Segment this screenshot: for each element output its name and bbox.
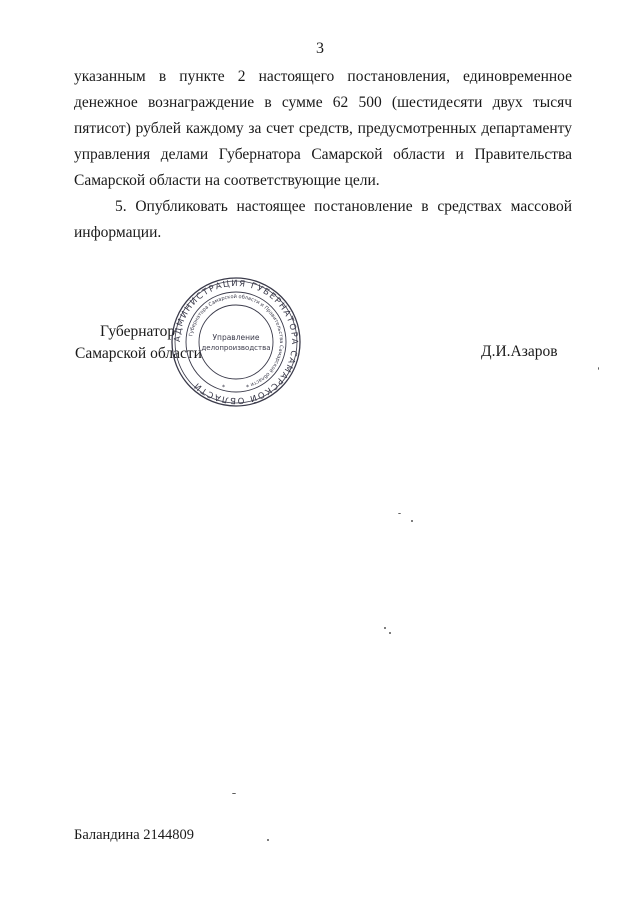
page-number: 3 (316, 40, 324, 57)
paragraph-item-5: 5. Опубликовать настоящее постановление в средствах массовой информации. (74, 198, 572, 241)
stamp-center-line2: делопроизводства (201, 344, 271, 352)
scan-speck (232, 793, 236, 794)
official-seal-stamp (170, 276, 302, 408)
scan-speck (267, 839, 269, 841)
paragraph-continuation: указанным в пункте 2 настоящего постановления, единовременное денежное вознаграждение в сумме 62 500 (шестидесяти двух тысяч пятисот) рублей каждому за счет средств, предусмотренных департаменту управления делами Губернатора Самарской области и Правительства Самарской области на соответствующие цели. (74, 68, 572, 189)
scan-speck (384, 627, 386, 629)
stamp-center-line1: Управление (212, 333, 260, 342)
scan-speck (598, 367, 599, 370)
svg-text:*: * (246, 384, 249, 391)
signature-title-line1: Губернатор (100, 323, 176, 340)
scan-speck (411, 520, 413, 522)
document-body (74, 64, 572, 246)
stamp-inner-text: Губернатора Самарской области и Правительства Самарской области (188, 293, 285, 388)
scan-speck (398, 513, 401, 514)
signature-name: Д.И.Азаров (481, 343, 558, 360)
svg-text:*: * (222, 384, 225, 391)
signature-title-line2: Самарской области (75, 345, 202, 362)
footer-contact: Баландина 2144809 (74, 827, 195, 843)
stamp-outer-text: АДМИНИСТРАЦИЯ ГУБЕРНАТОРА САМАРСКОЙ ОБЛАСТИ (172, 278, 300, 406)
scan-speck (389, 632, 391, 634)
